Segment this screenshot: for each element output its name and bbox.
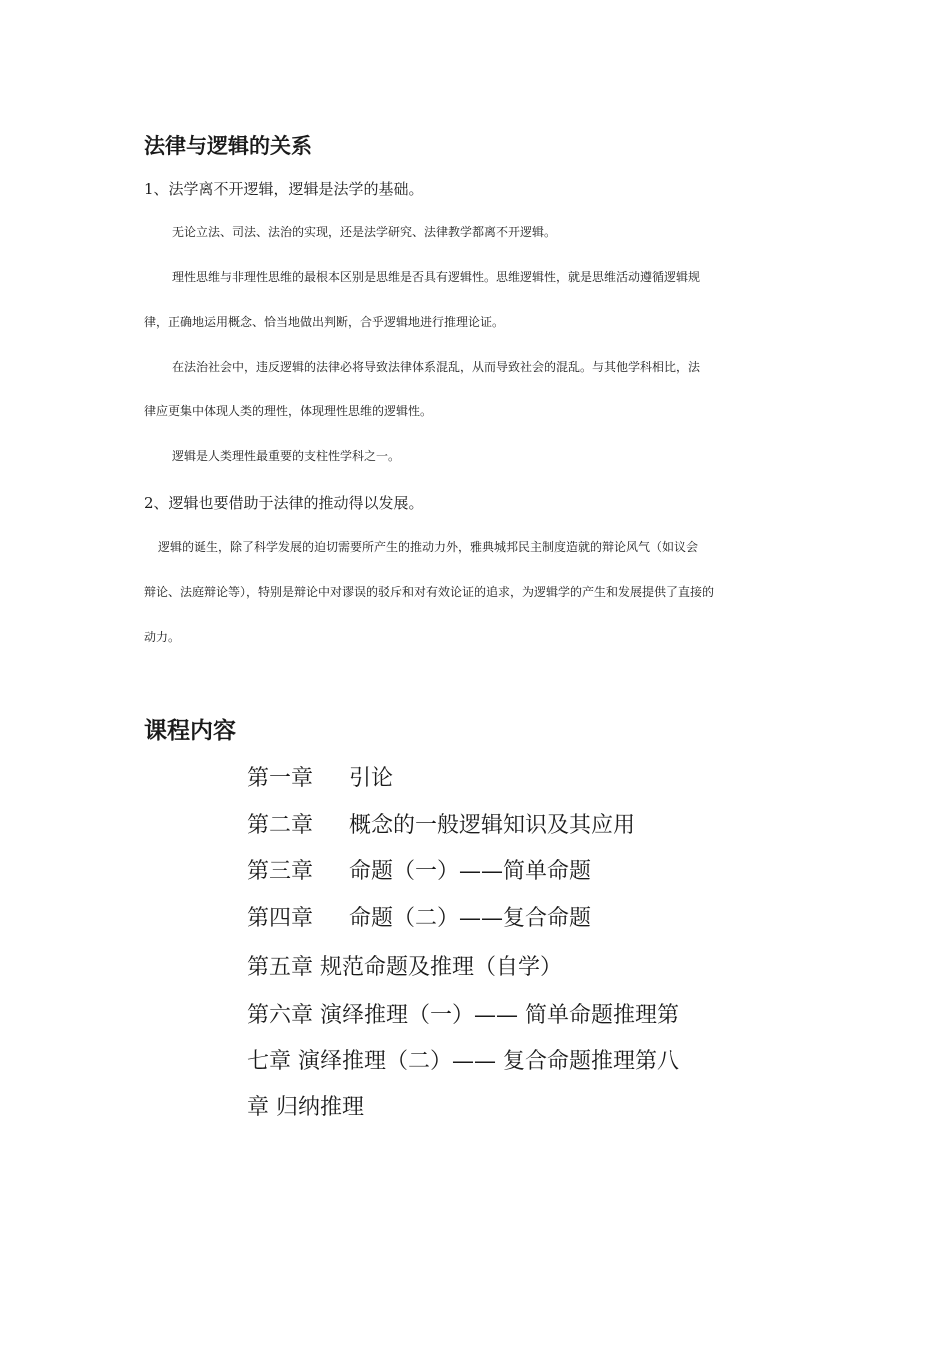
chapter-item [247, 854, 591, 885]
chapter-line: 第五章 规范命题及推理（自学） [247, 955, 562, 980]
section-title-law-logic: 法律与逻辑的关系 [144, 133, 312, 158]
paragraph-line: 律，正确地运用概念、恰当地做出判断，合乎逻辑地进行推理论证。 [144, 315, 505, 329]
paragraph-line: 辩论、法庭辩论等），特别是辩论中对谬误的驳斥和对有效论证的追求，为逻辑学的产生和发展提供了直接的 [144, 585, 715, 599]
chapter-name: 概念的一般逻辑知识及其应用 [349, 813, 636, 838]
chapter-item [247, 901, 591, 932]
chapter-number: 第一章 [247, 766, 314, 791]
chapter-name: 命题（二）——复合命题 [349, 906, 592, 931]
paragraph-line: 在法治社会中，违反逻辑的法律必将导致法律体系混乱，从而导致社会的混乱。与其他学科相比，法 [172, 360, 701, 374]
paragraph-line: 逻辑的诞生，除了科学发展的迫切需要所产生的推动力外，雅典城邦民主制度造就的辩论风气（如议会 [158, 540, 699, 554]
paragraph-line: 理性思维与非理性思维的最根本区别是思维是否具有逻辑性。思维逻辑性，就是思维活动遵循逻辑规 [172, 270, 701, 284]
chapter-line: 七章 演绎推理（二）—— 复合命题推理第八 [247, 1049, 679, 1074]
chapter-number: 第四章 [247, 906, 314, 931]
point1-heading: 1、法学离不开逻辑，逻辑是法学的基础。 [144, 180, 424, 198]
paragraph-line: 动力。 [144, 630, 181, 644]
chapter-line: 章 归纳推理 [247, 1095, 364, 1120]
chapter-name: 引论 [349, 766, 394, 791]
paragraph-line: 逻辑是人类理性最重要的支柱性学科之一。 [172, 449, 401, 463]
chapter-item [247, 808, 635, 839]
chapter-name: 命题（一）——简单命题 [349, 859, 592, 884]
point2-heading: 2、逻辑也要借助于法律的推动得以发展。 [144, 494, 424, 512]
paragraph-line: 无论立法、司法、法治的实现，还是法学研究、法律教学都离不开逻辑。 [172, 225, 557, 239]
section-title-course-content: 课程内容 [144, 717, 236, 744]
chapter-number: 第二章 [247, 813, 314, 838]
chapter-line: 第六章 演绎推理（一）—— 简单命题推理第 [247, 1003, 679, 1028]
chapter-number: 第三章 [247, 859, 314, 884]
paragraph-line: 律应更集中体现人类的理性，体现理性思维的逻辑性。 [144, 404, 433, 418]
chapter-item [247, 761, 393, 792]
